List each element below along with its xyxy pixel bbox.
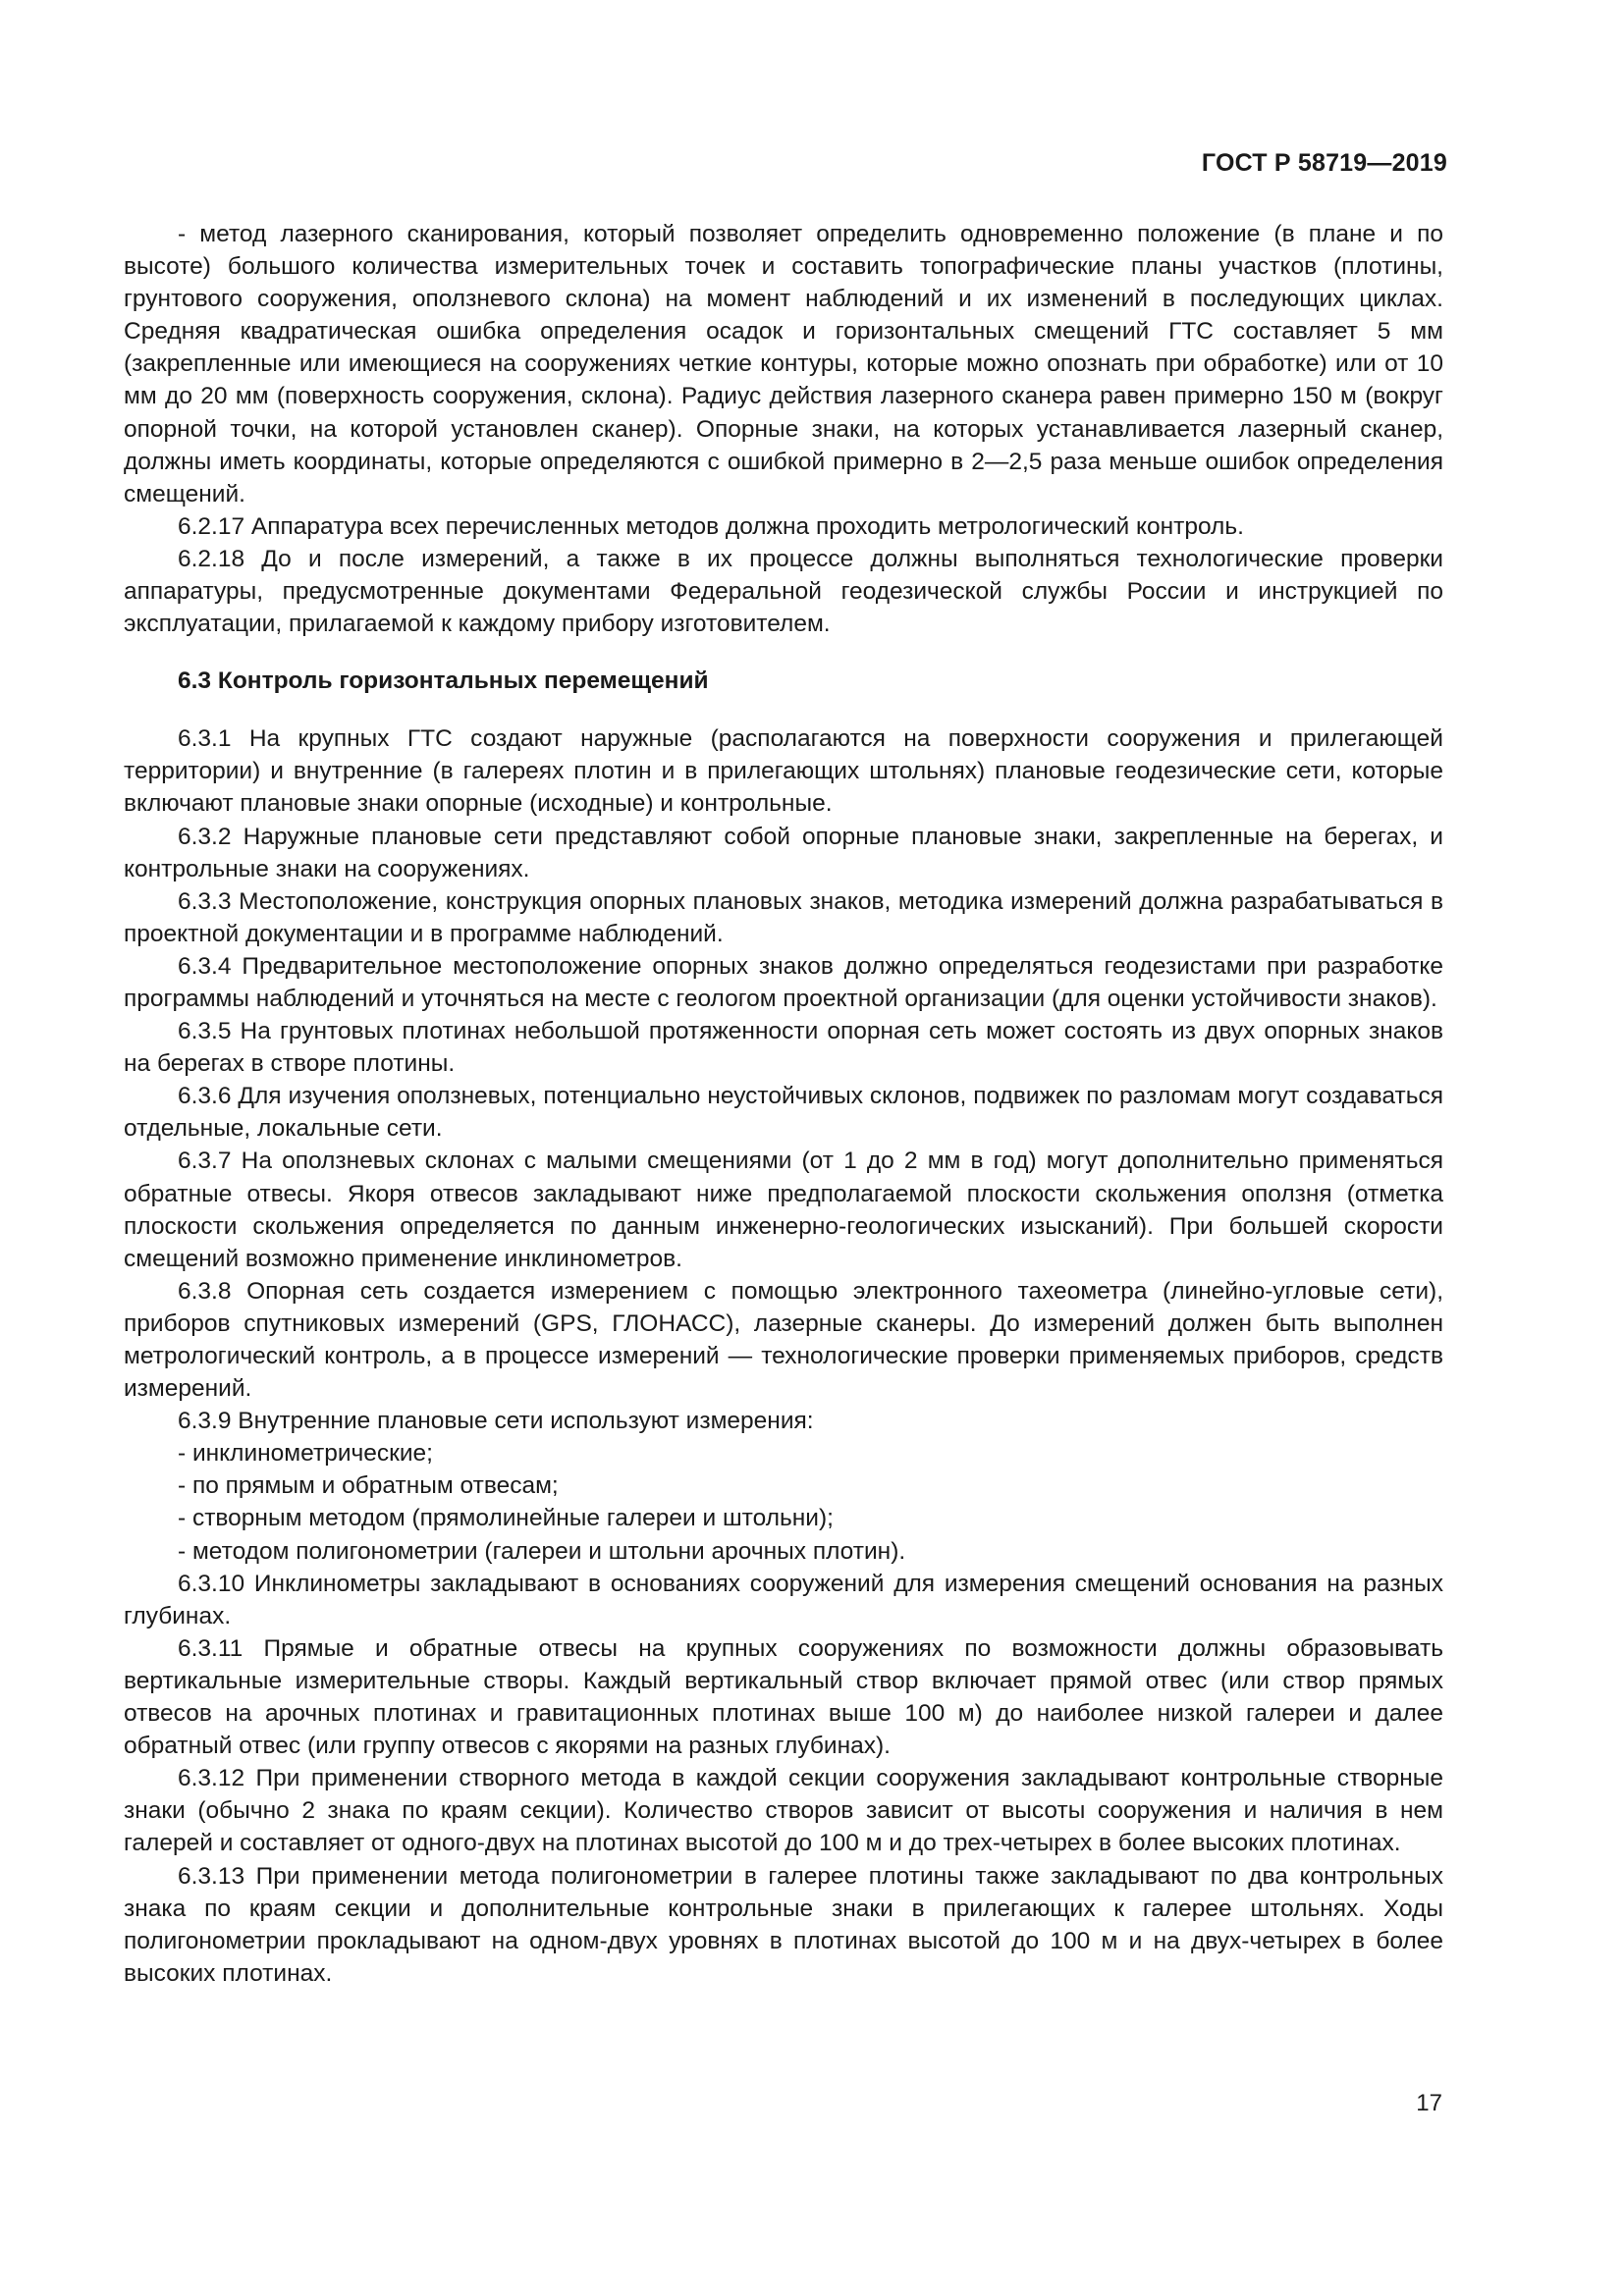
list-item-plumb-lines: - по прямым и обратным отвесам;	[178, 1472, 559, 1500]
paragraph-6-3-2: 6.3.2 Наружные плановые сети представляют собой опорные плановые знаки, закрепленные на берегах, и контрольные знаки на сооружениях.	[124, 823, 1443, 882]
list-item-alignment-method: - створным методом (прямолинейные галереи и штольни);	[178, 1505, 834, 1532]
section-heading-6-3: 6.3 Контроль горизонтальных перемещений	[178, 667, 709, 695]
paragraph-6-3-3: 6.3.3 Местоположение, конструкция опорных плановых знаков, методика измерений должна разрабатываться в проектной документации и в программе наблюдений.	[124, 887, 1443, 947]
page-body	[124, 218, 1443, 1990]
list-item-polygonometry: - методом полигонометрии (галереи и штольни арочных плотин).	[178, 1537, 906, 1565]
paragraph-6-3-9: 6.3.9 Внутренние плановые сети используют измерения:	[178, 1408, 814, 1435]
page-number: 17	[1416, 2090, 1442, 2116]
paragraph-6-2-17: 6.2.17 Аппаратура всех перечисленных методов должна проходить метрологический контроль.	[178, 512, 1244, 540]
paragraph-6-3-1: 6.3.1 На крупных ГТС создают наружные (располагаются на поверхности сооружения и прилегающей территории) и внутренние (в галереях плотин и в прилегающих штольнях) плановые геодезические сети, которые включают плановые знаки опорные (исходные) и контрольные.	[124, 725, 1443, 818]
paragraph-laser-scanning: - метод лазерного сканирования, который позволяет определить одновременно положение (в плане и по высоте) большого количества измерительных точек и составить топографические планы участков (плотины, грунтового сооружения, оползневого склона) на момент наблюдений и их изменений в последующих циклах. Средняя квадратическая ошибка определения осадок и горизонтальных смещений ГТС составляет 5 мм (закрепленные или имеющиеся на сооружениях четкие контуры, которые можно опознать при обработке) или от 10 мм до 20 мм (поверхность сооружения, склона). Радиус действия лазерного сканера равен примерно 150 м (вокруг опорной точки, на которой установлен сканер). Опорные знаки, на которых устанавливается лазерный сканер, должны иметь координаты, которые определяются с ошибкой примерно в 2—2,5 раза меньше ошибок определения смещений.	[124, 221, 1443, 507]
document-code-header: ГОСТ Р 58719—2019	[1201, 149, 1447, 177]
list-item-inclinometric: - инклинометрические;	[178, 1440, 433, 1468]
paragraph-6-2-18: 6.2.18 До и после измерений, а также в их процессе должны выполняться технологические проверки аппаратуры, предусмотренные документами Федеральной геодезической службы России и инструкцией по эксплуатации, прилагаемой к каждому прибору изготовителем.	[124, 545, 1443, 638]
paragraph-6-3-6: 6.3.6 Для изучения оползневых, потенциально неустойчивых склонов, подвижек по разломам могут создаваться отдельные, локальные сети.	[124, 1083, 1443, 1143]
paragraph-6-3-4: 6.3.4 Предварительное местоположение опорных знаков должно определяться геодезистами при разработке программы наблюдений и уточняться на месте с геологом проектной организации (для оценки устойчивости знаков).	[124, 952, 1443, 1012]
paragraph-6-3-7: 6.3.7 На оползневых склонах с малыми смещениями (от 1 до 2 мм в год) могут дополнительно применяться обратные отвесы. Якоря отвесов закладывают ниже предполагаемой плоскости скольжения оползня (отметка плоскости скольжения определяется по данным инженерно-геологических изысканий). При большей скорости смещений возможно применение инклинометров.	[124, 1148, 1443, 1272]
paragraph-6-3-12: 6.3.12 При применении створного метода в каждой секции сооружения закладывают контрольные створные знаки (обычно 2 знака по краям секции). Количество створов зависит от высоты сооружения и наличия в нем галерей и составляет от одного-двух на плотинах высотой до 100 м и до трех-четырех в более высоких плотинах.	[124, 1765, 1443, 1857]
paragraph-6-3-10: 6.3.10 Инклинометры закладывают в основаниях сооружений для измерения смещений основания на разных глубинах.	[124, 1570, 1443, 1629]
paragraph-6-3-8: 6.3.8 Опорная сеть создается измерением с помощью электронного тахеометра (линейно-угловые сети), приборов спутниковых измерений (GPS, ГЛОНАСС), лазерные сканеры. До измерений должен быть выполнен метрологический контроль, а в процессе измерений — технологические проверки применяемых приборов, средств измерений.	[124, 1277, 1443, 1403]
paragraph-6-3-13: 6.3.13 При применении метода полигонометрии в галерее плотины также закладывают по два контрольных знака по краям секции и дополнительные контрольные знаки в прилегающих к галерее штольнях. Ходы полигонометрии прокладывают на одном-двух уровнях в плотинах высотой до 100 м и на двух-четырех в более высоких плотинах.	[124, 1862, 1443, 1987]
paragraph-6-3-5: 6.3.5 На грунтовых плотинах небольшой протяженности опорная сеть может состоять из двух опорных знаков на берегах в створе плотины.	[124, 1018, 1443, 1078]
paragraph-6-3-11: 6.3.11 Прямые и обратные отвесы на крупных сооружениях по возможности должны образовывать вертикальные измерительные створы. Каждый вертикальный створ включает прямой отвес (или створ прямых отвесов на арочных плотинах и гравитационных плотинах выше 100 м) до наиболее низкой галереи и далее обратный отвес (или группу отвесов с якорями на разных глубинах).	[124, 1634, 1443, 1760]
